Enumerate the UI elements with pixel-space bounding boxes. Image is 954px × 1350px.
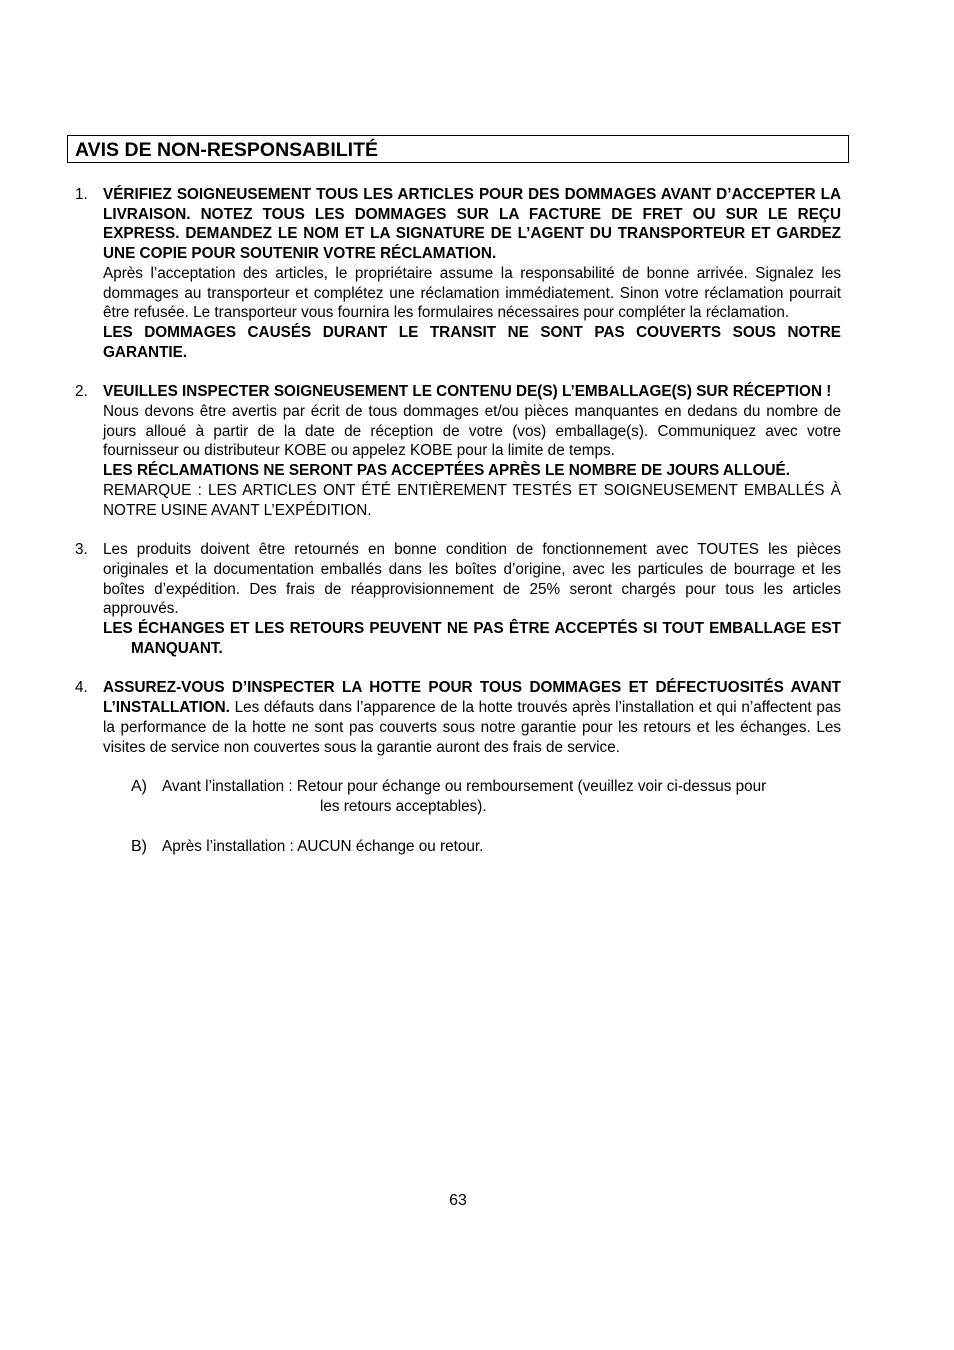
item-heading: VÉRIFIEZ SOIGNEUSEMENT TOUS LES ARTICLES POUR DES DOMMAGES AVANT D’ACCEPTER LA LIVRAISON. NOTEZ TOUS LES DOMMAGES SUR LA FACTURE DE FRET OU SUR LE REÇU EXPRESS. DEMANDEZ LE NOM ET LA SIGNATURE DE L’AGENT DU TRANSPORTEUR ET GARDEZ UNE COPIE POUR SOUTENIR VOTRE RÉCLAMATION. [103, 186, 841, 263]
item-number: 4. [75, 679, 88, 697]
item-body: Les défauts dans l’apparence de la hotte trouvés après l’installation et qui n’affectent pas la performance de la hotte ne sont pas couverts sous notre garantie pour les retours et les échanges. Les visites de service non couvertes sous la garantie auront des frais de service. [103, 699, 841, 756]
item-heading: VEUILLES INSPECTER SOIGNEUSEMENT LE CONTENU DE(S) L’EMBALLAGE(S) SUR RÉCEPTION ! [103, 383, 832, 401]
sub-item-text [162, 777, 841, 816]
sub-item-text-line1: Avant l’installation : Retour pour échange ou remboursement (veuillez voir ci-dessus pour [162, 778, 767, 796]
item-number: 2. [75, 383, 88, 401]
sub-item-letter: B) [131, 837, 147, 855]
item-number: 1. [75, 186, 88, 203]
sub-item-text-line2: les retours acceptables). [320, 797, 487, 815]
sub-item-a [103, 777, 841, 816]
list-item [75, 382, 841, 520]
item-note: LES ÉCHANGES ET LES RETOURS PEUVENT NE PAS ÊTRE ACCEPTÉS SI TOUT EMBALLAGE EST MANQUANT. [103, 620, 841, 657]
item-paragraph [103, 678, 841, 757]
item-note: LES DOMMAGES CAUSÉS DURANT LE TRANSIT NE SONT PAS COUVERTS SOUS NOTRE GARANTIE. [103, 323, 841, 361]
section-title-box [67, 135, 849, 163]
disclaimer-list [75, 185, 841, 856]
sub-item-b [103, 837, 841, 857]
item-heading: ASSUREZ-VOUS D’INSPECTER LA HOTTE POUR TOUS DOMMAGES ET DÉFECTUOSITÉS AVANT L’INSTALLATION. [103, 679, 841, 717]
sub-item-letter: A) [131, 778, 147, 796]
item-remark: REMARQUE : LES ARTICLES ONT ÉTÉ ENTIÈREMENT TESTÉS ET SOIGNEUSEMENT EMBALLÉS À NOTRE USINE AVANT L’EXPÉDITION. [103, 481, 841, 519]
page-number: 63 [449, 1192, 467, 1209]
list-item [75, 185, 841, 362]
sub-item-text: Après l’installation : AUCUN échange ou retour. [162, 837, 484, 855]
item-number: 3. [75, 541, 88, 559]
list-item [75, 540, 841, 658]
list-item [75, 678, 841, 856]
item-body: Nous devons être avertis par écrit de tous dommages et/ou pièces manquantes en dedans du nombre de jours alloué à partir de la date de réception de votre (vos) emballage(s). Communiquez avec votre fournisseur ou distributeur KOBE ou appelez KOBE pour la limite de temps. [103, 403, 841, 460]
item-body: Après l’acceptation des articles, le propriétaire assume la responsabilité de bonne arrivée. Signalez les dommages au transporteur et complétez une réclamation immédiatement. Sinon votre réclamation pourrait être refusée. Le transporteur vous fournira les formulaires nécessaires pour compléter la réclamation. [103, 264, 841, 322]
page-title: AVIS DE NON-RESPONSABILITÉ [75, 139, 379, 161]
item-body: Les produits doivent être retournés en bonne condition de fonctionnement avec TOUTES les pièces originales et la documentation emballés dans les boîtes d’origine, avec les particules de bourrage et les boîtes d’expédition. Des frais de réapprovisionnement de 25% seront chargés pour tous les articles approuvés. [103, 541, 841, 618]
item-note: LES RÉCLAMATIONS NE SERONT PAS ACCEPTÉES APRÈS LE NOMBRE DE JOURS ALLOUÉ. [103, 462, 791, 480]
